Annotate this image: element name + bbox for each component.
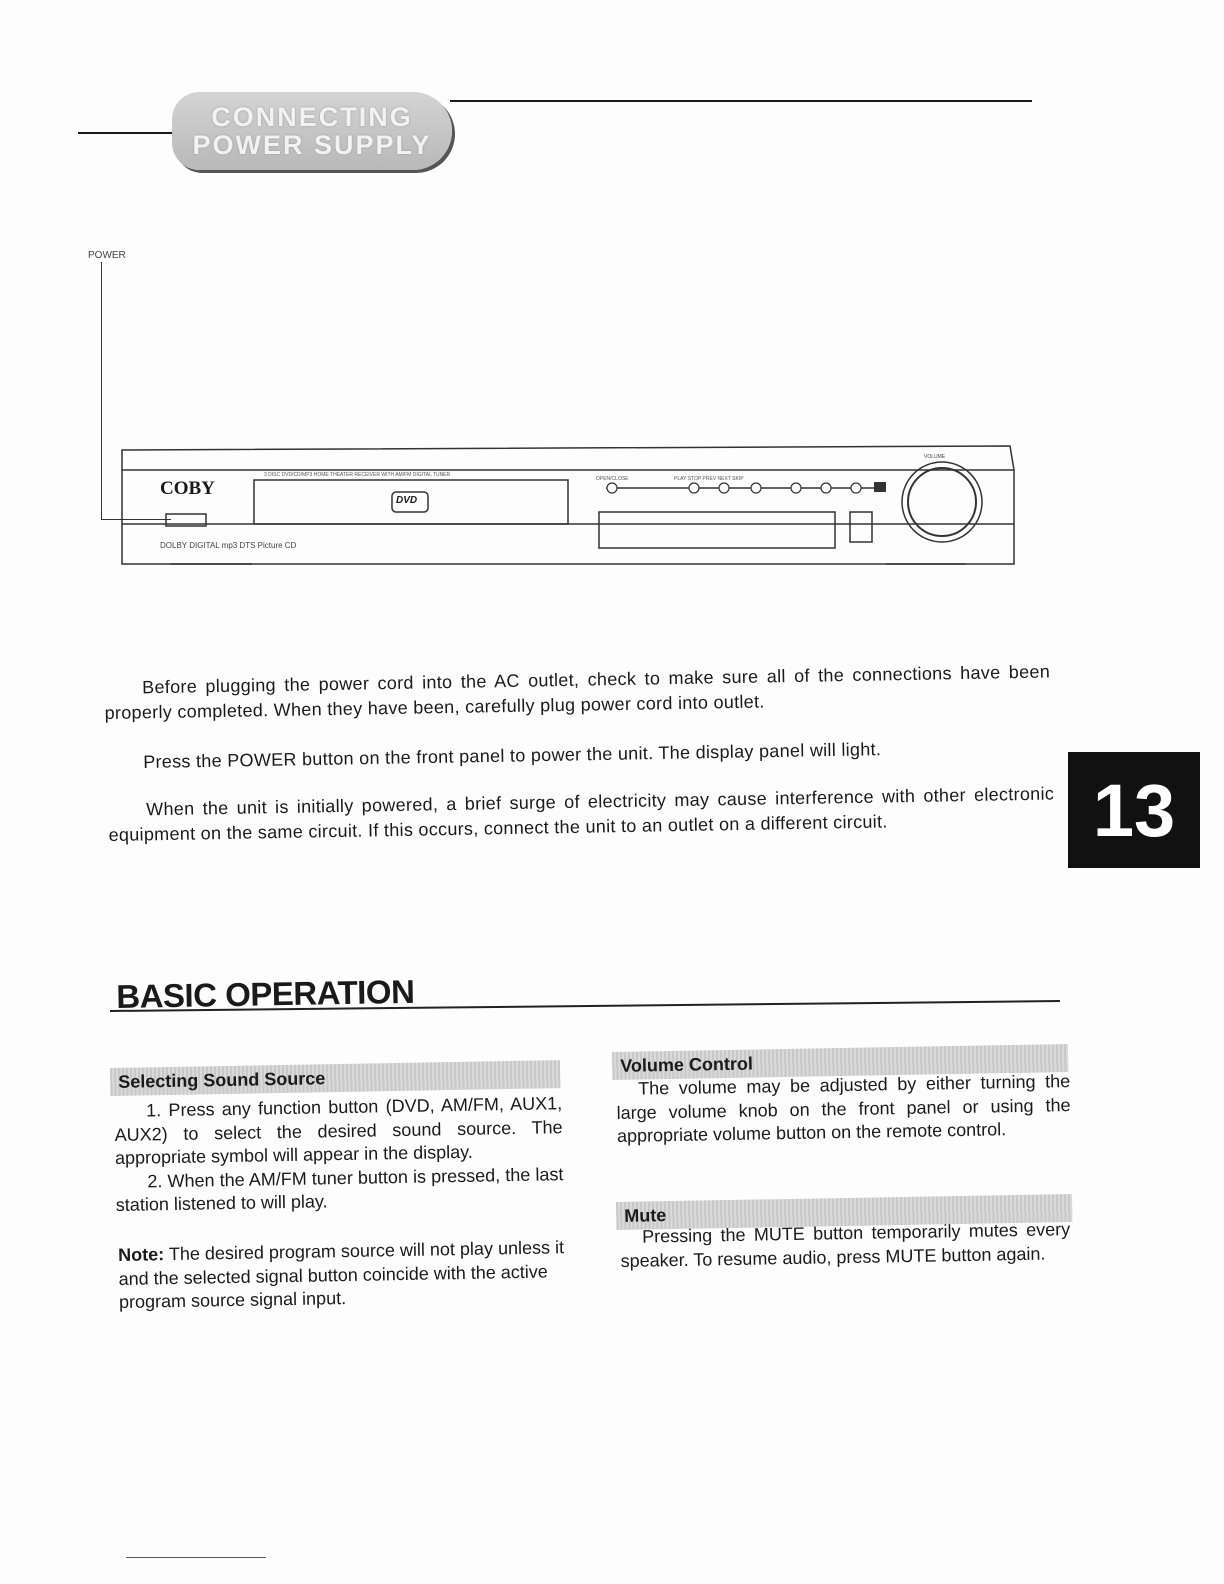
selecting-sound-source-body — [114, 1092, 564, 1217]
brand-logo: COBY — [160, 478, 215, 499]
selecting-item-2: 2. When the AM/FM tuner button is pressed, the last station listened to will play. — [115, 1163, 564, 1215]
page-number-tab: 13 — [1068, 752, 1200, 868]
power-callout-line — [101, 262, 102, 520]
svg-text:OPEN/CLOSE: OPEN/CLOSE — [596, 476, 629, 482]
volume-control-text: The volume may be adjusted by either turning the large volume knob on the front panel or using the appropriate volume button on the remote control. — [616, 1071, 1071, 1146]
volume-control-heading: Volume Control — [612, 1044, 1068, 1080]
header-rule-left — [78, 132, 178, 134]
intro-paragraph-1: Before plugging the power cord into the AC outlet, check to make sure all of the connections have been properly completed. When they have been, carefully plug power cord into outlet. — [104, 661, 1051, 723]
note-text: The desired program source will not play unless it and the selected signal button coincide with the active program source signal input. — [118, 1237, 565, 1312]
selecting-item-1: 1. Press any function button (DVD, AM/FM, AUX1, AUX2) to select the desired sound source. The appropriate symbol will appear in the display. — [114, 1093, 563, 1168]
header-rule-right — [450, 100, 1032, 102]
section-title-line1: CONNECTING — [211, 102, 413, 132]
section-title-line2: POWER SUPPLY — [192, 130, 432, 160]
footer-rule — [126, 1557, 266, 1558]
mute-heading: Mute — [616, 1194, 1072, 1230]
intro-paragraph-3: When the unit is initially powered, a brief surge of electricity may cause interference with other electronic equipment on the same circuit. If this occurs, connect the unit to an outlet on a different circuit. — [108, 783, 1055, 845]
receiver-front-panel — [104, 440, 1016, 590]
intro-paragraph-2: Press the POWER button on the front panel to power the unit. The display panel will light. — [143, 739, 882, 772]
svg-text:PLAY STOP PREV NEXT SK: PLAY STOP PREV NEXT SKIP — [674, 476, 744, 482]
dvd-logo: DVD — [396, 495, 418, 506]
selecting-sound-source-heading: Selecting Sound Source — [110, 1060, 560, 1096]
note-label: Note: — [118, 1244, 165, 1265]
power-callout-label: POWER — [88, 250, 126, 261]
selecting-note — [118, 1236, 567, 1314]
svg-text:DOLBY DIGITAL mp3 DTS Pi: DOLBY DIGITAL mp3 DTS Picture CD — [160, 541, 297, 550]
section-title-badge — [172, 92, 452, 170]
mute-text: Pressing the MUTE button temporarily mutes every speaker. To resume audio, press MUTE button again. — [620, 1219, 1071, 1271]
basic-operation-heading: BASIC OPERATION — [116, 972, 415, 1015]
receiver-illustration — [104, 440, 1016, 590]
svg-text:3 DISC DVD/CD/MP3 HOME THEATER: 3 DISC DVD/CD/MP3 HOME THEATER RECEIVER WITH AM/FM DIGITAL TUNER — [264, 472, 451, 478]
volume-label: VOLUME — [924, 454, 946, 460]
